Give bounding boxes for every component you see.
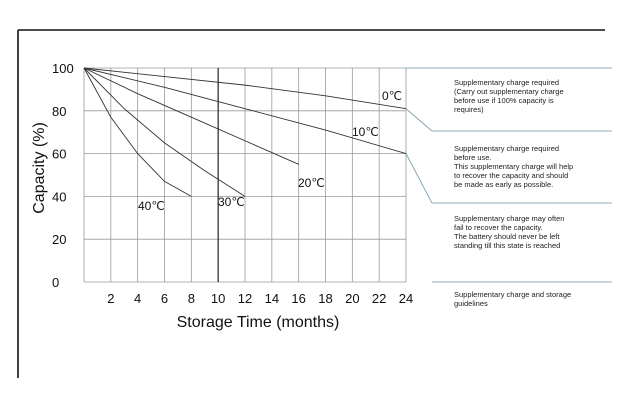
annotation-zone-3: Supplementary charge may often fail to recover the capacity. The battery should never be left standing till this state is reached xyxy=(454,214,565,250)
y-tick-label: 100 xyxy=(52,61,74,76)
series-label: 0℃ xyxy=(382,89,403,103)
annotation-zone-2: Supplementary charge required before use. This supplementary charge will help to recover the capacity and should be made as early as possible. xyxy=(454,144,574,189)
series-label: 40℃ xyxy=(138,199,165,213)
series-label: 20℃ xyxy=(298,176,325,190)
x-tick-label: 16 xyxy=(291,291,306,306)
y-axis-title: Capacity (%) xyxy=(31,122,48,214)
y-tick-label: 60 xyxy=(52,146,67,162)
y-tick-label: 0 xyxy=(52,275,60,290)
x-tick-label: 24 xyxy=(398,291,414,306)
x-tick-label: 12 xyxy=(237,291,253,306)
annotation-guidelines: Supplementary charge and storage guidelines xyxy=(454,290,572,308)
y-tick-label: 80 xyxy=(52,103,67,119)
x-tick-label: 2 xyxy=(107,291,115,306)
series-label: 30℃ xyxy=(218,195,245,209)
band-connector-1 xyxy=(406,109,432,131)
annotation-zone-1: Supplementary charge required (Carry out supplementary charge before use if 100% capacity is requires) xyxy=(454,78,564,114)
series-label: 10℃ xyxy=(352,125,379,139)
x-tick-label: 14 xyxy=(264,291,280,306)
band-connector-2 xyxy=(406,154,432,203)
y-tick-label: 20 xyxy=(52,232,67,248)
x-axis-title: Storage Time (months) xyxy=(176,314,340,331)
x-tick-label: 6 xyxy=(160,291,169,306)
x-tick-label: 4 xyxy=(134,291,142,306)
x-tick-label: 20 xyxy=(345,291,360,306)
x-tick-label: 18 xyxy=(318,291,333,306)
x-tick-label: 8 xyxy=(187,291,195,306)
y-tick-label: 40 xyxy=(52,189,67,205)
x-tick-label: 10 xyxy=(210,291,226,306)
x-tick-label: 22 xyxy=(371,291,387,306)
